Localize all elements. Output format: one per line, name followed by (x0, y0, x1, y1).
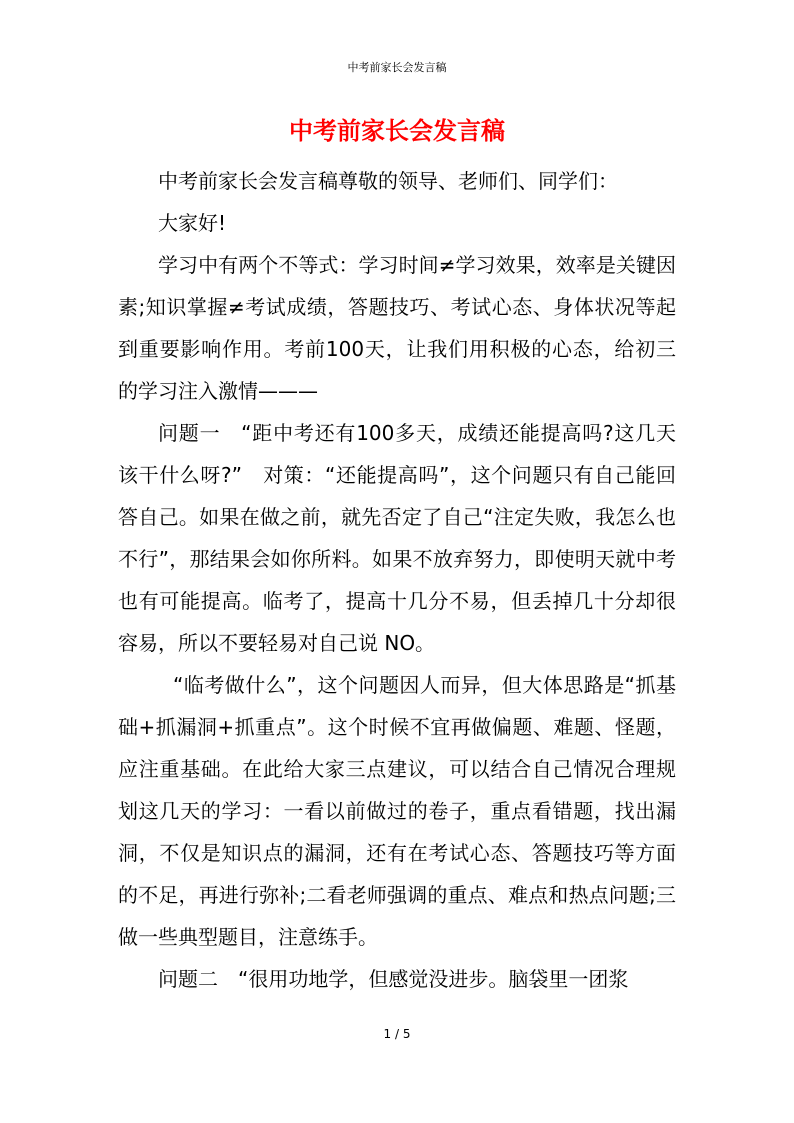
document-body (118, 160, 676, 1000)
paragraph-question-two: 问题二 “很用功地学，但感觉没进步。脑袋里一团浆 (158, 967, 629, 991)
page-number: 1 / 5 (383, 1027, 411, 1041)
paragraph-greeting: 大家好! (158, 211, 227, 235)
paragraph-inequalities: 学习中有两个不等式：学习时间≠学习效果，效率是关键因素;知识掌握≠考试成绩，答题技巧、考试心态、身体状况等起到重要影响作用。考前100天，让我们用积极的心态，给初三的学习注入激情——— (118, 253, 676, 403)
paragraph-question-one: 问题一 “距中考还有100多天，成绩还能提高吗?这几天该干什么呀?” 对策：“还能提高吗”，这个问题只有自己能回答自己。如果在做之前，就先否定了自己“注定失败，我怎么也不行”，那结果会如你所料。如果不放弃努力，即使明天就中考也有可能提高。临考了，提高十几分不易，但丢掉几十分却很容易，所以不要轻易对自己说 NO。 (118, 421, 676, 655)
paragraph-salutation: 中考前家长会发言稿尊敬的领导、老师们、同学们： (158, 169, 618, 193)
document-title: 中考前家长会发言稿 (289, 117, 505, 145)
running-header: 中考前家长会发言稿 (347, 61, 447, 74)
paragraph-what-to-do: “临考做什么”，这个问题因人而异，但大体思路是“抓基础+抓漏洞+抓重点”。这个时候不宜再做偏题、难题、怪题，应注重基础。在此给大家三点建议，可以结合自己情况合理规划这几天的学习：一看以前做过的卷子，重点看错题，找出漏洞，不仅是知识点的漏洞，还有在考试心态、答题技巧等方面的不足，再进行弥补;二看老师强调的重点、难点和热点问题;三做一些典型题目，注意练手。 (118, 673, 676, 949)
